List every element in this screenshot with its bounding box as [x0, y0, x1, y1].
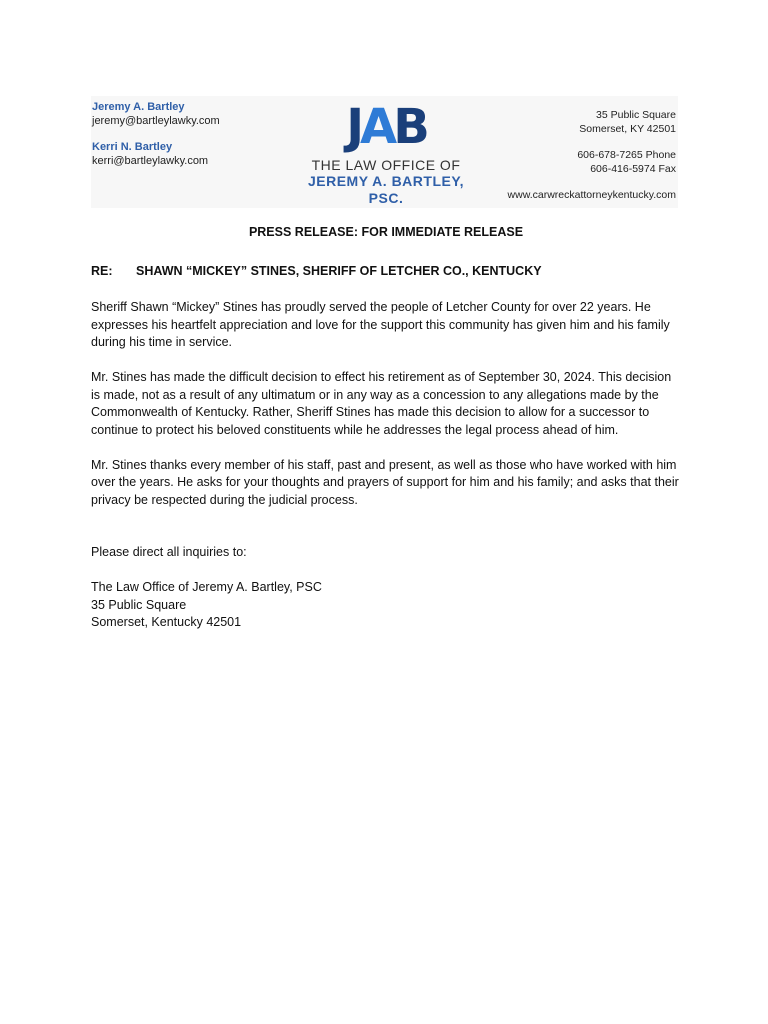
jab-logo-mark: JAB — [346, 99, 426, 155]
contact-line-firm: The Law Office of Jeremy A. Bartley, PSC — [91, 580, 322, 594]
contact-name-jeremy: Jeremy A. Bartley — [92, 101, 185, 113]
address-phone: 606-678-7265 Phone — [577, 149, 676, 161]
letterhead-contacts — [92, 100, 220, 168]
inquiries-line: Please direct all inquiries to: — [91, 545, 247, 559]
paragraph-service: Sheriff Shawn “Mickey” Stines has proudly served the people of Letcher County for over 22 years. He expresses his heartfelt appreciation and love for the support this community has given him and his family during his time in service. — [91, 300, 670, 349]
re-line — [91, 263, 681, 281]
contact-email-kerri: kerri@bartleylawky.com — [92, 155, 209, 167]
press-release-body — [91, 224, 681, 632]
re-label: RE: — [91, 263, 113, 278]
address-street: 35 Public Square — [596, 109, 676, 121]
contact-email-jeremy: jeremy@bartleylawky.com — [92, 115, 220, 127]
release-title: PRESS RELEASE: FOR IMMEDIATE RELEASE — [248, 225, 524, 239]
firm-logo — [296, 101, 476, 207]
letterhead-address — [508, 108, 676, 202]
address-fax: 606-416-5974 Fax — [590, 163, 676, 175]
contact-line-street: 35 Public Square — [91, 597, 187, 612]
paragraph-thanks: Mr. Stines thanks every member of his staff, past and present, as well as those who have worked with him over the years. He asks for your thoughts and prayers of support for him and his family; and asks that their privacy be respected during the judicial process. — [91, 457, 679, 507]
logo-firm-name: JEREMY A. BARTLEY, PSC. — [307, 173, 465, 206]
logo-tagline: THE LAW OFFICE OF — [311, 157, 461, 173]
contact-line-city: Somerset, Kentucky 42501 — [91, 615, 242, 629]
address-city: Somerset, KY 42501 — [579, 123, 676, 135]
address-website: www.carwreckattorneykentucky.com — [507, 189, 676, 201]
contact-name-kerri: Kerri N. Bartley — [92, 141, 173, 153]
re-subject: SHAWN “MICKEY” STINES, SHERIFF OF LETCHER CO., KENTUCKY — [136, 263, 542, 278]
paragraph-retirement: Mr. Stines has made the difficult decision to effect his retirement as of September 30, 2024. This decision is made, not as a result of any ultimatum or in any way as a concession to any allegations made by the Commonwealth of Kentucky. Rather, Sheriff Stines has made this decision to allow for a successor to continue to protect his beloved constituents while he addresses the legal process ahead of him. — [91, 370, 672, 437]
